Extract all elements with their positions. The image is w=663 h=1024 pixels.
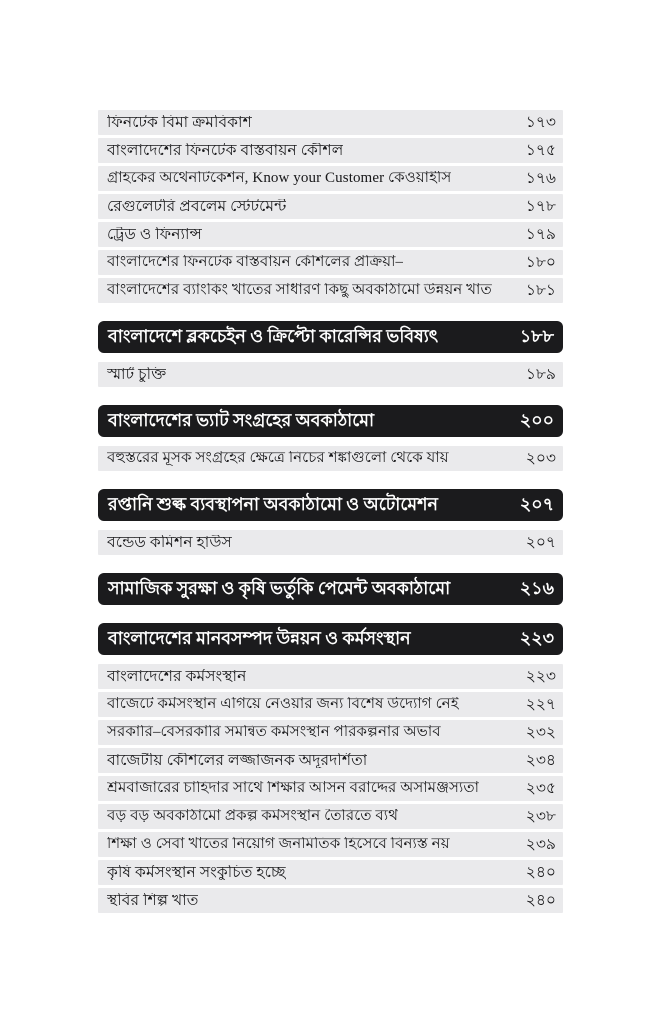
toc-entry-row[interactable] bbox=[98, 222, 563, 247]
toc-page-number: ২৪০ bbox=[525, 891, 556, 909]
toc-page-number: ২৩৯ bbox=[525, 835, 556, 853]
toc-entry-row[interactable] bbox=[98, 166, 563, 191]
toc-entry-row[interactable] bbox=[98, 278, 563, 303]
toc-page-number: ১৭৬ bbox=[525, 169, 556, 187]
toc-section-row[interactable] bbox=[98, 573, 563, 605]
toc-page-number: ২৪০ bbox=[525, 863, 556, 881]
toc-entry-row[interactable] bbox=[98, 362, 563, 387]
toc-entry-title: বাজেটীয় কৌশলের লজ্জাজনক অদূরদর্শিতা bbox=[107, 752, 368, 769]
toc-entry-title: বাংলাদেশের ফিনটেক বাস্তবায়ন কৌশলের প্রক্রিয়া– bbox=[107, 255, 404, 270]
toc-page-number: ১৭৯ bbox=[525, 225, 556, 243]
toc-entry-row[interactable] bbox=[98, 832, 563, 857]
toc-page-number: ২৩২ bbox=[525, 723, 556, 741]
toc-section-row[interactable] bbox=[98, 489, 563, 521]
toc-entry-title: বড় বড় অবকাঠামো প্রকল্প কর্মসংস্থান তৈরিতে ব্যর্থ bbox=[107, 809, 399, 824]
toc-entry-row[interactable] bbox=[98, 804, 563, 829]
toc-entry-row[interactable] bbox=[98, 110, 563, 135]
toc-entry-title: শিক্ষা ও সেবা খাতের নিয়োগ জনমিতিক হিসেবে বিন্যস্ত নয় bbox=[107, 837, 450, 852]
toc-entry-row[interactable] bbox=[98, 776, 563, 801]
toc-entry-title: বাজেটে কর্মসংস্থান এগিয়ে নেওয়ার জন্য বিশেষ উদ্যোগ নেই bbox=[107, 697, 459, 712]
toc-page-number: ১৮৯ bbox=[525, 365, 556, 383]
toc-entry-row[interactable] bbox=[98, 748, 563, 773]
toc-page-number: ১৮০ bbox=[525, 253, 556, 271]
toc-entry-title: সরকারি–বেসরকারি সমন্বিত কর্মসংস্থান পরিকল্পনার অভাব bbox=[107, 725, 441, 740]
toc-page-number: ১৭৫ bbox=[525, 141, 556, 159]
toc-page-number: ১৮১ bbox=[525, 281, 556, 299]
toc-page-number: ১৭৩ bbox=[525, 113, 556, 131]
toc-page-number: ১৭৮ bbox=[525, 197, 556, 215]
toc-entry-title: স্মার্ট চুক্তি bbox=[107, 366, 167, 383]
toc-entry-title: ফিনটেক বিমা ক্রমবিকাশ bbox=[107, 114, 252, 131]
toc-entry-title: ট্রেড ও ফিন্যান্স bbox=[107, 226, 202, 243]
toc-page-number: ১৮৮ bbox=[519, 326, 554, 347]
toc-section-title: বাংলাদেশে ব্লকচেইন ও ক্রিপ্টো কারেন্সির ভবিষ্যৎ bbox=[108, 326, 439, 347]
toc-list bbox=[98, 110, 563, 916]
toc-page-number: ২২৩ bbox=[525, 667, 556, 685]
toc-page-number: ২০০ bbox=[519, 410, 554, 431]
toc-entry-row[interactable] bbox=[98, 194, 563, 219]
toc-entry-title: বাংলাদেশের ব্যাংকিং খাতের সাধারণ কিছু অবকাঠামো উন্নয়ন খাত bbox=[107, 283, 492, 298]
toc-page-number: ২১৬ bbox=[519, 578, 554, 599]
toc-page-number: ২০৩ bbox=[525, 449, 556, 467]
toc-entry-row[interactable] bbox=[98, 138, 563, 163]
toc-entry-title: বাংলাদেশের কর্মসংস্থান bbox=[107, 668, 247, 685]
toc-page-number: ২২৩ bbox=[519, 628, 554, 649]
toc-entry-row[interactable] bbox=[98, 530, 563, 555]
toc-section-row[interactable] bbox=[98, 623, 563, 655]
toc-section-row[interactable] bbox=[98, 405, 563, 437]
toc-page-number: ২৩৫ bbox=[525, 779, 556, 797]
toc-entry-row[interactable] bbox=[98, 888, 563, 913]
toc-entry-title: রেগুলেটরি প্রবলেম স্টেটমেন্ট bbox=[107, 198, 287, 215]
toc-entry-title: বন্ডেড কমিশন হাউস bbox=[107, 534, 232, 551]
toc-entry-row[interactable] bbox=[98, 860, 563, 885]
toc-section-title: বাংলাদেশের ভ্যাট সংগ্রহের অবকাঠামো bbox=[108, 410, 375, 431]
toc-page-number: ২২৭ bbox=[525, 695, 556, 713]
toc-section-row[interactable] bbox=[98, 321, 563, 353]
toc-page-number: ২৩৪ bbox=[525, 751, 556, 769]
toc-entry-title: বহুস্তরের মূসক সংগ্রহের ক্ষেত্রে নিচের শঙ্কাগুলো থেকে যায় bbox=[107, 451, 449, 466]
toc-page-number: ২০৭ bbox=[525, 533, 556, 551]
toc-entry-row[interactable] bbox=[98, 446, 563, 471]
toc-entry-title: শ্রমবাজারের চাহিদার সাথে শিক্ষার আসন বরাদ্দের অসামঞ্জস্যতা bbox=[107, 781, 480, 796]
toc-entry-row[interactable] bbox=[98, 664, 563, 689]
toc-page-number: ২৩৮ bbox=[525, 807, 556, 825]
toc-entry-row[interactable] bbox=[98, 692, 563, 717]
toc-entry-title: কৃষি কর্মসংস্থান সংকুচিত হচ্ছে bbox=[107, 864, 286, 881]
toc-entry-title: স্থবির শিল্প খাত bbox=[107, 892, 199, 909]
toc-section-title: সামাজিক সুরক্ষা ও কৃষি ভর্তুকি পেমেন্ট অবকাঠামো bbox=[108, 578, 451, 599]
toc-entry-row[interactable] bbox=[98, 720, 563, 745]
toc-entry-title: গ্রাহকের অথেনটিকেশন, Know your Customer কেওয়াইসি bbox=[107, 171, 452, 186]
toc-page-number: ২০৭ bbox=[519, 494, 554, 515]
toc-entry-title: বাংলাদেশের ফিনটেক বাস্তবায়ন কৌশল bbox=[107, 142, 344, 159]
toc-entry-row[interactable] bbox=[98, 250, 563, 275]
toc-section-title: রপ্তানি শুল্ক ব্যবস্থাপনা অবকাঠামো ও অটোমেশন bbox=[108, 494, 438, 515]
toc-section-title: বাংলাদেশের মানবসম্পদ উন্নয়ন ও কর্মসংস্থান bbox=[108, 628, 411, 649]
